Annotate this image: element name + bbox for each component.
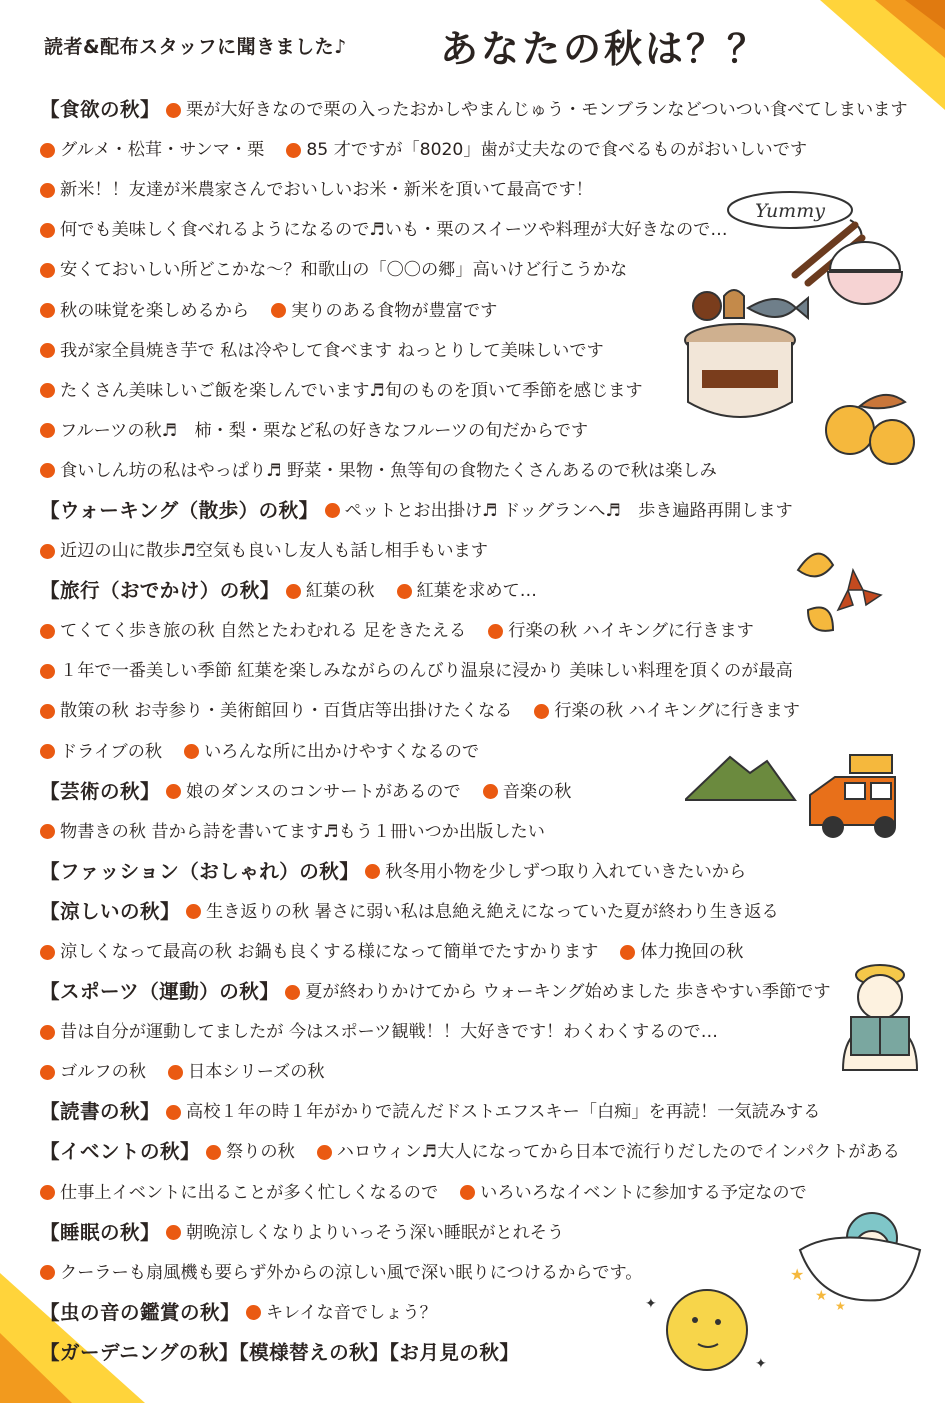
list-row: [40, 651, 920, 691]
item-text: 何でも美味しく食べれるようになるので♬いも・栗のスイーツや料理が大好きなので…: [60, 220, 728, 241]
bullet-dot-icon: [40, 544, 55, 559]
bullet-dot-icon: [271, 303, 286, 318]
list-item: [40, 611, 466, 651]
list-row: [40, 892, 920, 932]
list-item: [483, 772, 572, 812]
item-text: てくてく歩き旅の秋 自然とたわむれる 足をきたえる: [60, 621, 467, 642]
list-item: [534, 691, 800, 731]
list-item: [166, 90, 908, 130]
list-item: [184, 732, 479, 772]
item-text: 仕事上イベントに出ることが多く忙しくなるので: [60, 1182, 439, 1203]
item-text: いろいろなイベントに参加する予定なので: [480, 1182, 807, 1203]
bullet-dot-icon: [483, 784, 498, 799]
list-item: [40, 371, 643, 411]
bullet-dot-icon: [40, 223, 55, 238]
bullet-dot-icon: [488, 624, 503, 639]
bullet-dot-icon: [397, 584, 412, 599]
item-text: 物書きの秋 昔から詩を書いてます♬もう１冊いつか出版したい: [60, 821, 545, 842]
item-text: １年で一番美しい季節 紅葉を楽しみながらのんびり温泉に浸かり 美味しい料理を頂くのが最高: [60, 661, 793, 682]
list-item: [620, 932, 743, 972]
item-text: 昔は自分が運動してましたが 今はスポーツ観戦！！大好きです！わくわくするので…: [60, 1022, 718, 1043]
list-item: [488, 611, 754, 651]
bullet-dot-icon: [286, 143, 301, 158]
item-text: 行楽の秋 ハイキングに行きます: [508, 621, 754, 642]
bullet-dot-icon: [40, 624, 55, 639]
bullet-dot-icon: [166, 1225, 181, 1240]
item-text: 祭りの秋: [226, 1142, 295, 1163]
list-row: [40, 691, 920, 731]
sleeping-person-illustration: [760, 1200, 930, 1310]
reading-person-illustration: [833, 955, 928, 1075]
list-item: [40, 250, 627, 290]
list-item: [166, 772, 461, 812]
list-item: [365, 852, 746, 892]
list-item: [40, 291, 249, 331]
bullet-dot-icon: [40, 824, 55, 839]
list-item: [40, 651, 793, 691]
subtitle: 読者&配布スタッフに聞きました♪: [44, 36, 347, 58]
svg-text:★: ★: [815, 1288, 828, 1304]
page-title: あなたの秋は？？: [440, 27, 769, 71]
item-text: 生き返りの秋 暑さに弱い私は息絶え絶えになっていた夏が終わり生き返る: [206, 901, 779, 922]
item-text: 新米！！友達が米農家さんでおいしいお米・新米を頂いて最高です！: [60, 180, 593, 201]
list-row: [40, 1012, 920, 1052]
list-item: [397, 571, 537, 611]
list-item: [40, 932, 598, 972]
item-text: フルーツの秋♬ 柿・梨・栗など私の好きなフルーツの旬だからです: [60, 420, 589, 441]
item-text: 我が家全員焼き芋で 私は冷やして食べます ねっとりして美味しいです: [60, 340, 604, 361]
bullet-dot-icon: [40, 1025, 55, 1040]
list-item: [40, 411, 588, 451]
list-item: [40, 812, 545, 852]
bullet-dot-icon: [534, 704, 549, 719]
list-item: [206, 1132, 295, 1172]
bullet-dot-icon: [40, 704, 55, 719]
svg-text:✦: ✦: [755, 1356, 767, 1372]
item-text: たくさん美味しいご飯を楽しんでいます♬旬のものを頂いて季節を感じます: [60, 380, 643, 401]
item-text: 朝晩涼しくなりよりいっそう深い睡眠がとれそう: [186, 1222, 565, 1243]
mountain-car-illustration: [685, 745, 925, 845]
bullet-dot-icon: [166, 1105, 181, 1120]
bullet-dot-icon: [325, 503, 340, 518]
category-label: 【ガーデニングの秋】【模様替えの秋】【お月見の秋】: [40, 1340, 520, 1364]
item-text: 秋冬用小物を少しずつ取り入れていきたいから: [385, 861, 747, 882]
list-row: [40, 1052, 920, 1092]
bullet-dot-icon: [40, 183, 55, 198]
bullet-dot-icon: [286, 584, 301, 599]
list-item: [166, 1092, 820, 1132]
list-item: [40, 1173, 438, 1213]
list-row: [40, 972, 920, 1012]
bullet-dot-icon: [168, 1065, 183, 1080]
bullet-dot-icon: [184, 744, 199, 759]
list-item: [40, 531, 488, 571]
bullet-dot-icon: [186, 904, 201, 919]
header: [0, 0, 945, 90]
list-row: [40, 491, 920, 531]
bullet-dot-icon: [246, 1305, 261, 1320]
item-text: 食いしん坊の私はやっぱり♬ 野菜・果物・魚等旬の食物たくさんあるので秋は楽しみ: [60, 460, 717, 481]
list-item: [286, 571, 375, 611]
item-text: 近辺の山に散歩♬空気も良いし友人も話し相手もいます: [60, 541, 488, 562]
list-item: [40, 1012, 718, 1052]
item-text: 散策の秋 お寺参り・美術館回り・百貨店等出掛けたくなる: [60, 701, 513, 722]
list-item: [271, 291, 497, 331]
item-text: 高校１年の時１年がかりで読んだドストエフスキー「白痴」を再読！一気読みする: [186, 1102, 821, 1123]
list-item: [286, 130, 807, 170]
item-text: ハロウィン♬大人になってから日本で流行りだしたのでインパクトがある: [336, 1142, 900, 1163]
list-row: [40, 90, 920, 130]
list-item: [40, 732, 162, 772]
item-text: 日本シリーズの秋: [187, 1062, 325, 1083]
list-row: [40, 1092, 920, 1132]
bullet-dot-icon: [40, 383, 55, 398]
bullet-dot-icon: [40, 1185, 55, 1200]
list-item: [40, 691, 512, 731]
item-text: 娘のダンスのコンサートがあるので: [186, 781, 461, 802]
bullet-dot-icon: [40, 945, 55, 960]
item-text: ドライブの秋: [60, 741, 163, 762]
list-item: [40, 331, 604, 371]
category-label: 【ウォーキング（散歩）の秋】: [40, 498, 319, 522]
list-item: [246, 1293, 437, 1333]
category-label: 【虫の音の鑑賞の秋】: [40, 1300, 241, 1324]
item-text: クーラーも扇風機も要らず外からの涼しい風で深い眠りにつけるからです。: [60, 1262, 643, 1283]
food-illustration: [680, 180, 920, 480]
item-text: 体力挽回の秋: [640, 942, 744, 963]
bullet-dot-icon: [40, 664, 55, 679]
item-text: 栗が大好きなので栗の入ったおかしやまんじゅう・モンブランなどついつい食べてしまいます: [186, 100, 908, 121]
bullet-dot-icon: [40, 423, 55, 438]
item-text: 秋の味覚を楽しめるから: [60, 300, 250, 321]
moon-illustration: [640, 1278, 770, 1388]
item-text: 涼しくなって最高の秋 お鍋も良くする様になって簡単でたすかります: [60, 942, 599, 963]
item-text: 実りのある食物が豊富です: [291, 300, 498, 321]
category-label: 【スポーツ（運動）の秋】: [40, 980, 280, 1004]
item-text: 安くておいしい所どこかな～？和歌山の「〇〇の郷」高いけど行こうかな: [60, 260, 628, 281]
item-text: 紅葉の秋: [305, 581, 375, 602]
category-label: 【食欲の秋】: [40, 98, 161, 122]
item-text: いろんな所に出かけやすくなるので: [204, 741, 480, 762]
list-item: [40, 1052, 146, 1092]
item-text: 行楽の秋 ハイキングに行きます: [554, 701, 800, 722]
list-item: [40, 1253, 643, 1293]
item-text: グルメ・松茸・サンマ・栗: [60, 140, 265, 161]
bullet-dot-icon: [166, 103, 181, 118]
bullet-dot-icon: [40, 343, 55, 358]
bullet-dot-icon: [317, 1145, 332, 1160]
bullet-dot-icon: [620, 945, 635, 960]
list-item: [168, 1052, 325, 1092]
svg-text:★: ★: [790, 1265, 805, 1284]
bullet-dot-icon: [40, 263, 55, 278]
category-label: 【旅行（おでかけ）の秋】: [40, 579, 280, 603]
category-label: 【イベントの秋】: [40, 1140, 201, 1164]
list-item: [40, 130, 264, 170]
list-item: [40, 451, 717, 491]
item-text: 音楽の秋: [502, 781, 572, 802]
list-item: [186, 892, 779, 932]
item-text: 85 才ですが「8020」歯が丈夫なので食べるものがおいしいです: [306, 140, 808, 161]
category-label: 【ファッション（おしゃれ）の秋】: [40, 859, 360, 883]
list-row: [40, 1333, 920, 1373]
bullet-dot-icon: [40, 744, 55, 759]
bullet-dot-icon: [285, 985, 300, 1000]
bullet-dot-icon: [40, 463, 55, 478]
svg-text:★: ★: [835, 1299, 846, 1310]
list-row: [40, 932, 920, 972]
bullet-dot-icon: [166, 784, 181, 799]
item-text: キレイな音でしょう？: [266, 1302, 437, 1323]
category-label: 【涼しいの秋】: [40, 899, 181, 923]
list-item: [325, 491, 793, 531]
list-item: [317, 1132, 900, 1172]
bullet-dot-icon: [40, 143, 55, 158]
list-row: [40, 130, 920, 170]
item-text: 紅葉を求めて…: [416, 581, 537, 602]
bullet-dot-icon: [365, 864, 380, 879]
autumn-leaves-illustration: [778, 540, 888, 650]
svg-text:✦: ✦: [645, 1296, 657, 1312]
bullet-dot-icon: [40, 303, 55, 318]
item-text: ゴルフの秋: [60, 1062, 146, 1083]
list-item: [40, 210, 728, 250]
category-label: 【読書の秋】: [40, 1100, 161, 1124]
list-item: [460, 1173, 807, 1213]
bullet-dot-icon: [40, 1265, 55, 1280]
bullet-dot-icon: [460, 1185, 475, 1200]
bullet-dot-icon: [40, 1065, 55, 1080]
item-text: 夏が終わりかけてから ウォーキング始めました 歩きやすい季節です: [305, 982, 831, 1003]
category-label: 【芸術の秋】: [40, 779, 161, 803]
bullet-dot-icon: [206, 1145, 221, 1160]
list-item: [285, 972, 830, 1012]
item-text: ペットとお出掛け♬ ドッグランへ♬ 歩き遍路再開します: [344, 500, 793, 521]
list-row: [40, 852, 920, 892]
category-label: 【睡眠の秋】: [40, 1220, 161, 1244]
list-item: [40, 170, 593, 210]
yummy-text: Yummy: [755, 200, 825, 222]
list-item: [166, 1213, 564, 1253]
list-row: [40, 1132, 920, 1172]
